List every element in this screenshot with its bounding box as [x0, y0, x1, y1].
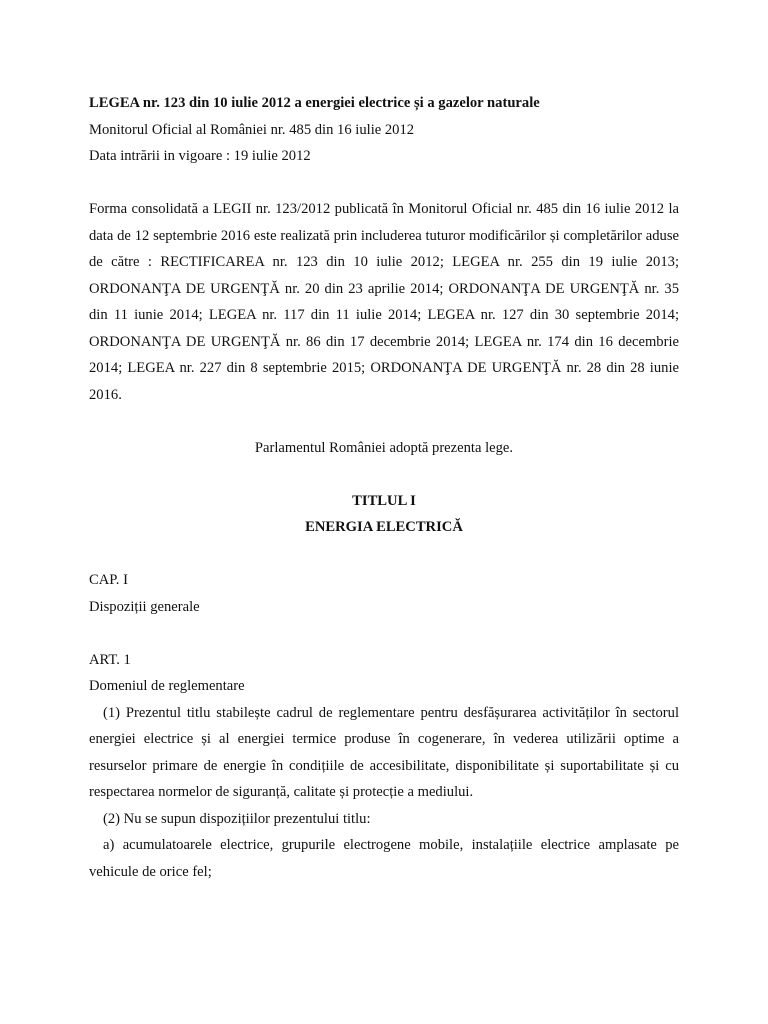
- spacer: [89, 620, 679, 647]
- article-paragraph-2: (2) Nu se supun dispozițiilor prezentului titlu:: [103, 810, 371, 827]
- monitor-reference: Monitorul Oficial al României nr. 485 din 16 iulie 2012: [89, 121, 415, 138]
- article-paragraph-1: (1) Prezentul titlu stabilește cadrul de reglementare pentru desfășurarea activităților în sectorul energiei electrice și al energiei termice produse în cogenerare, în vederea utilizării optime a resurselor primare de energie în condițiile de accesibilitate, disponibilitate și suportabilitate și cu respectarea normelor de siguranță, calitate și protecție a mediului.: [89, 704, 679, 800]
- article-label: ART. 1: [89, 651, 131, 668]
- adoption-statement: Parlamentul României adoptă prezenta lege.: [254, 439, 514, 456]
- article-name: Domeniul de reglementare: [89, 678, 245, 694]
- spacer: [89, 461, 679, 488]
- consolidation-note: Forma consolidată a LEGII nr. 123/2012 publicată în Monitorul Oficial nr. 485 din 16 iulie 2012 la data de 12 septembrie 2016 este realizată prin includerea tuturor modificărilor și completărilor aduse de către : RECTIFICAREA nr. 123 din 10 iulie 2012; LEGEA nr. 255 din 19 iulie 2013; ORDONANŢA DE URGENŢĂ nr. 20 din 23 aprilie 2014; ORDONANŢA DE URGENŢĂ nr. 35 din 11 iunie 2014; LEGEA nr. 117 din 11 iulie 2014; LEGEA nr. 127 din 30 septembrie 2014; ORDONANŢA DE URGENŢĂ nr. 86 din 17 decembrie 2014; LEGEA nr. 174 din 16 decembrie 2014; LEGEA nr. 227 din 8 septembrie 2015; ORDONANŢA DE URGENŢĂ nr. 28 din 28 iunie 2016.: [89, 201, 679, 403]
- title-label: TITLUL I: [352, 492, 416, 509]
- article-item-a: a) acumulatoarele electrice, grupurile electrogene mobile, instalațiile electrice amplasate pe vehicule de orice fel;: [89, 837, 679, 880]
- chapter-label: CAP. I: [89, 572, 128, 588]
- title-name: ENERGIA ELECTRICĂ: [305, 519, 463, 535]
- effective-date: Data intrării in vigoare : 19 iulie 2012: [89, 148, 311, 164]
- spacer: [89, 170, 679, 197]
- law-title: LEGEA nr. 123 din 10 iulie 2012 a energiei electrice și a gazelor naturale: [89, 95, 540, 111]
- spacer: [89, 541, 679, 568]
- chapter-name: Dispoziții generale: [89, 598, 200, 615]
- spacer: [89, 408, 679, 435]
- document-page: [89, 90, 679, 885]
